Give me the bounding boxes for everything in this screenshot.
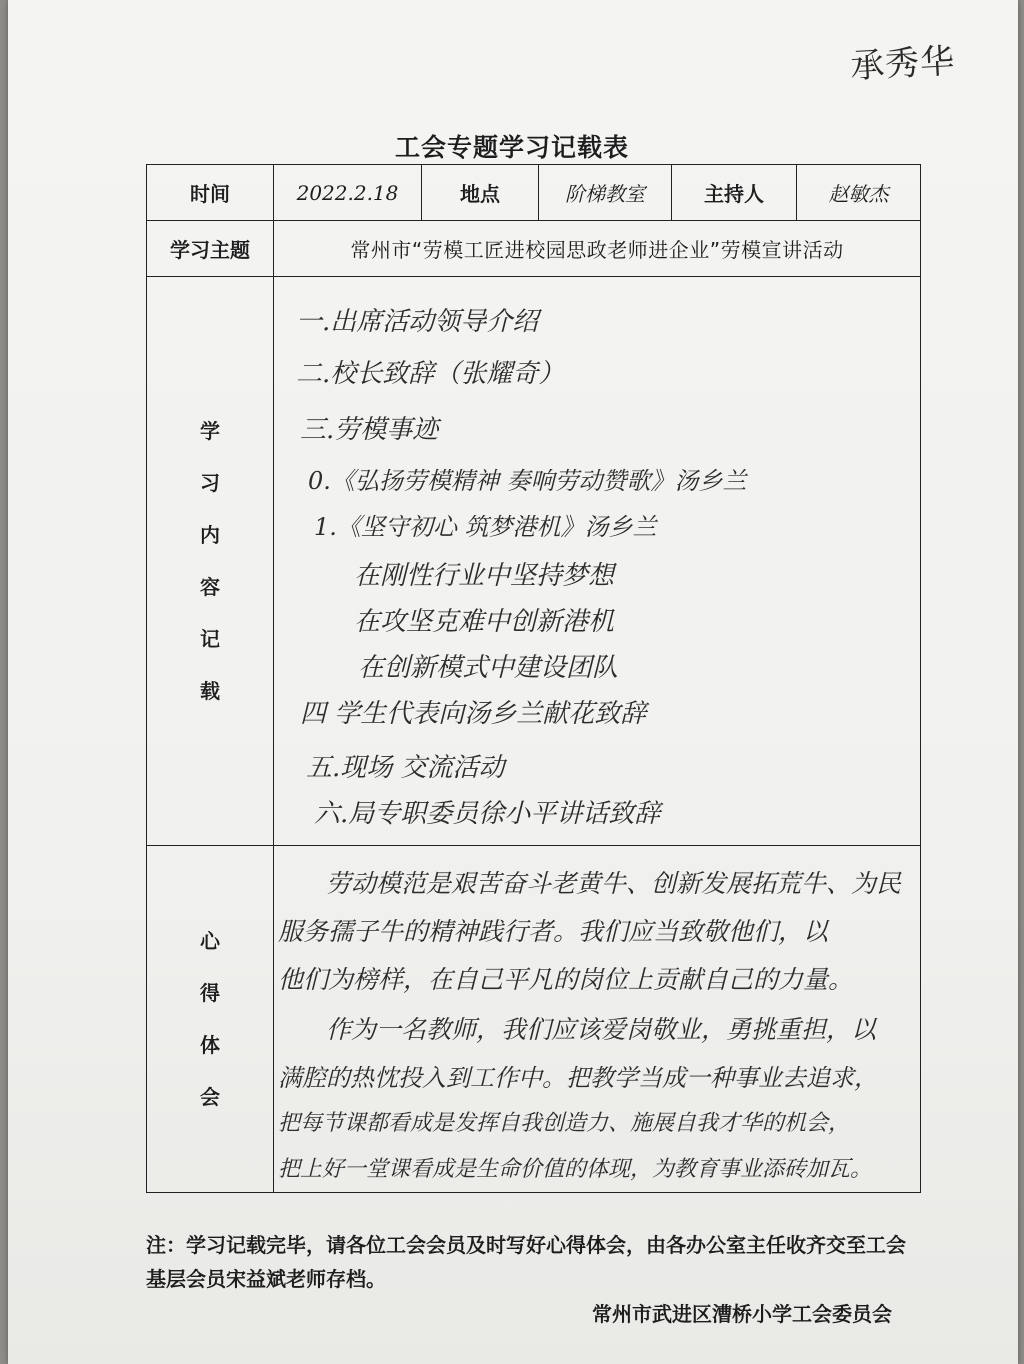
experience-label: [147, 846, 274, 1193]
content-label-char: 记: [200, 627, 220, 651]
content-line: 一.出席活动领导介绍: [296, 307, 539, 337]
content-label-char: 容: [200, 575, 220, 599]
topic-label: 学习主题: [147, 221, 274, 277]
experience-label-char: 得: [200, 981, 220, 1005]
content-line: 在攻坚克难中创新港机: [354, 607, 615, 637]
content-label-char: 载: [200, 679, 220, 703]
content-line: 六.局专职委员徐小平讲话致辞: [314, 799, 661, 829]
content-body: [274, 277, 921, 846]
header-row: [147, 165, 921, 221]
experience-line: 把每节课都看成是发挥自我创造力、施展自我才华的机会，: [278, 1111, 851, 1136]
time-value: 2022.2.18: [274, 165, 422, 221]
experience-line: 把上好一堂课看成是生命价值的体现，为教育事业添砖加瓦。: [278, 1157, 873, 1182]
content-line: 四 学生代表向汤乡兰献花致辞: [300, 699, 647, 729]
experience-line: 满腔的热忱投入到工作中。把教学当成一种事业去追求，: [278, 1064, 878, 1092]
content-line: 在刚性行业中坚持梦想: [354, 561, 615, 591]
topic-value: 常州市“劳模工匠进校园思政老师进企业”劳模宣讲活动: [274, 221, 921, 277]
footnote: 注：学习记载完毕，请各位工会会员及时写好心得体会，由各办公室主任收齐交至工会基层会员宋益斌老师存档。: [146, 1233, 906, 1291]
organization-name: 常州市武进区漕桥小学工会委员会: [592, 1302, 892, 1326]
experience-line: 他们为榜样，在自己平凡的岗位上贡献自己的力量。: [278, 965, 854, 994]
topic-row: [147, 221, 921, 277]
experience-row: [147, 846, 921, 1193]
time-label: 时间: [147, 165, 274, 221]
record-table: [146, 164, 921, 1193]
content-line: 0.《弘扬劳模精神 奏响劳动赞歌》汤乡兰: [308, 467, 747, 495]
content-line: 在创新模式中建设团队: [358, 653, 619, 683]
content-label-char: 内: [200, 523, 220, 547]
experience-line: 服务孺子牛的精神践行者。我们应当致敬他们，以: [278, 917, 829, 946]
experience-label-char: 体: [200, 1033, 220, 1057]
content-line: 三.劳模事迹: [300, 415, 439, 445]
experience-line: 劳动模范是艰苦奋斗老黄牛、创新发展拓荒牛、为民: [326, 869, 902, 898]
experience-body: [274, 846, 921, 1193]
experience-label-char: 心: [200, 929, 220, 953]
place-label: 地点: [422, 165, 539, 221]
content-row: [147, 277, 921, 846]
content-line: 1.《坚守初心 筑梦港机》汤乡兰: [314, 513, 657, 541]
place-value: 阶梯教室: [539, 165, 672, 221]
experience-line: 作为一名教师，我们应该爱岗敬业，勇挑重担，以: [326, 1015, 877, 1044]
form-title: 工会专题学习记载表: [394, 133, 629, 162]
content-line: 五.现场 交流活动: [306, 753, 505, 783]
signature-top: 承秀华: [849, 41, 957, 87]
host-label: 主持人: [672, 165, 797, 221]
content-label: [147, 277, 274, 846]
content-label-char: 学: [200, 419, 220, 443]
experience-label-char: 会: [200, 1085, 220, 1109]
host-value: 赵敏杰: [797, 165, 921, 221]
content-label-char: 习: [200, 471, 220, 495]
content-line: 二.校长致辞（张耀奇）: [296, 359, 565, 389]
